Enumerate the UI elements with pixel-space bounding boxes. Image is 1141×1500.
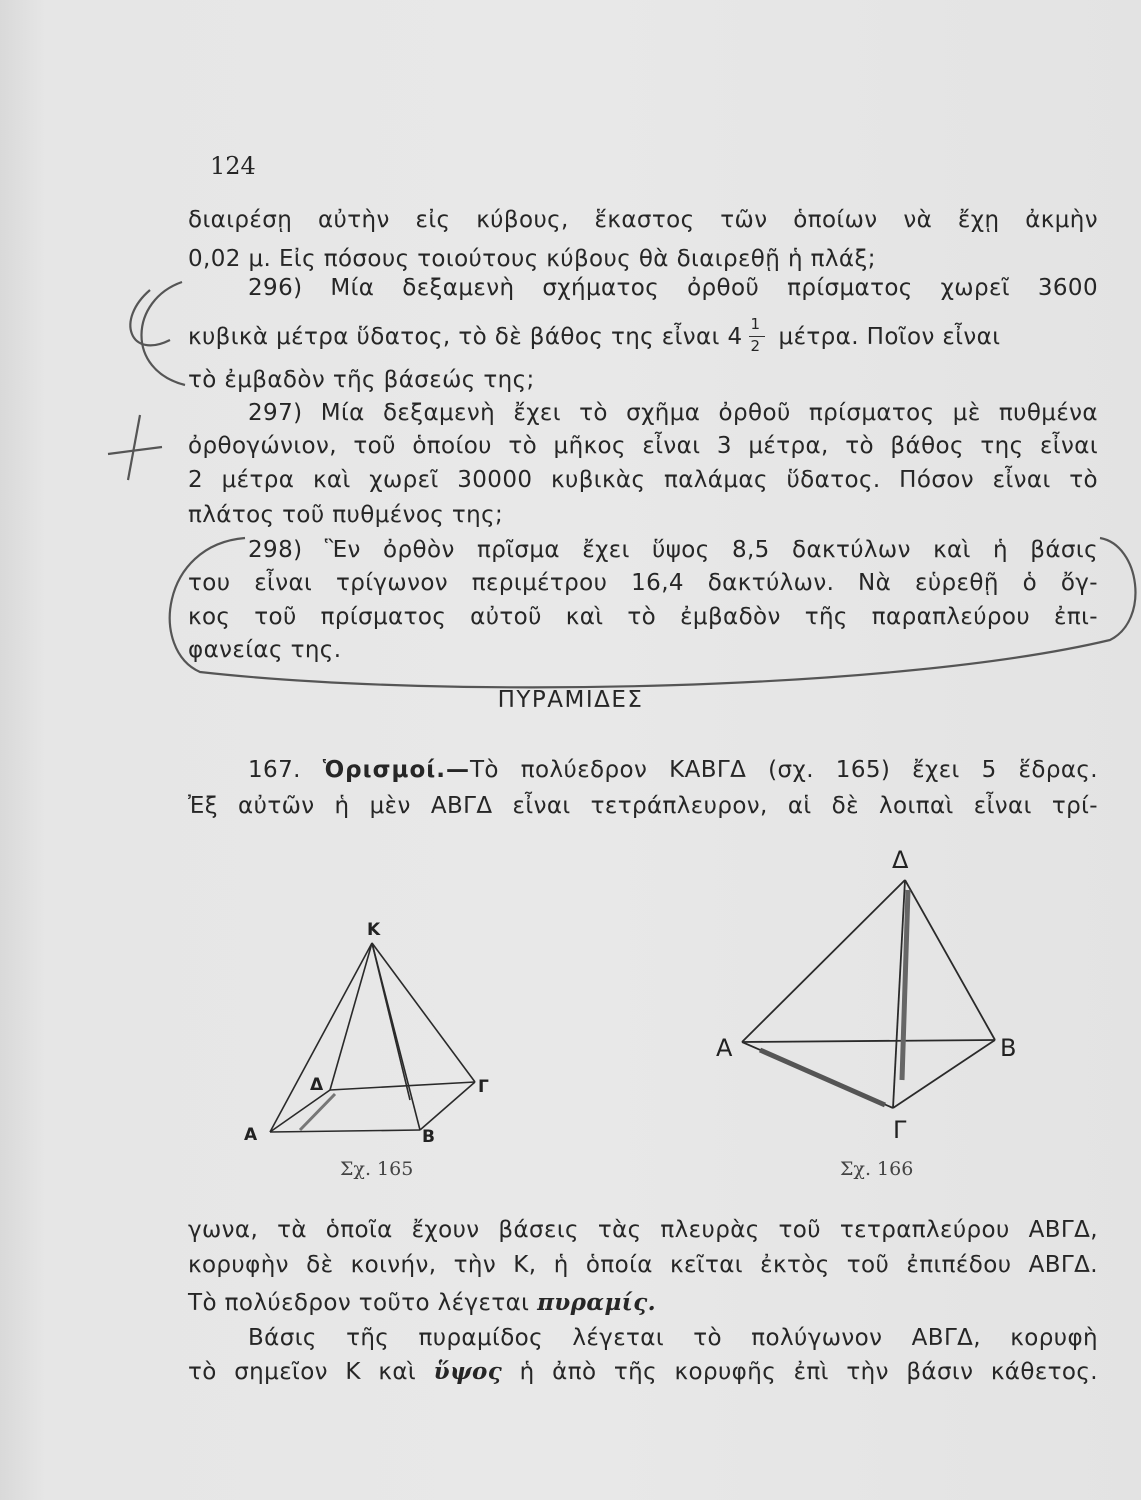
text-line-5: τὸ ἐμβαδὸν τῆς βάσεώς της; (188, 367, 535, 393)
fig166-caption: Σχ. 166 (840, 1158, 914, 1180)
text-line-13: φανείας της. (188, 637, 342, 663)
fig166-label-a: Α (716, 1034, 733, 1062)
pencil-loop (170, 538, 1136, 687)
lower-line-3 (188, 1288, 1098, 1318)
lower-line-5b: ἡ ἀπὸ τῆς κορυφῆς ἐπὶ τὴν βάσιν κάθετος. (519, 1359, 1099, 1385)
height-line (372, 943, 410, 1100)
problem-296: 296) Μία δεξαμενὴ σχήματος ὀρθοῦ πρίσματος χωρεῖ 3600 (248, 275, 1098, 301)
pencil-cross-v (128, 415, 140, 480)
text-line-12: κος τοῦ πρίσματος αὐτοῦ καὶ τὸ ἐμβαδὸν τῆς παραπλεύρου ἐπι- (188, 604, 1098, 630)
section-heading: ΠΥΡΑΜΙΔΕΣ (497, 687, 644, 713)
text-line-9: πλάτος τοῦ πυθμένος της; (188, 502, 504, 528)
fraction-numerator: 1 (750, 314, 761, 333)
edge-ka (270, 943, 372, 1132)
section-title: Ὁρισμοί.— (322, 757, 470, 783)
text-line-4a: κυβικὰ μέτρα ὕδατος, τὸ δὲ βάθος της εἶναι 4 (188, 324, 743, 350)
section-text: Τὸ πολύεδρον ΚΑΒΓΔ (σχ. 165) ἔχει 5 ἕδρας. (469, 757, 1099, 783)
text-line-4b: μέτρα. Ποῖον εἶναι (778, 324, 1001, 350)
edge-kd (330, 943, 372, 1090)
edge-gb (893, 1040, 995, 1108)
lower-line-2: κορυφὴν δὲ κοινήν, τὴν Κ, ἡ ὁποία κεῖται ἐκτὸς τοῦ ἐπιπέδου ΑΒΓΔ. (188, 1252, 1098, 1278)
edge-da (742, 880, 905, 1042)
pencil-curve-2 (130, 290, 170, 345)
edge-db (905, 880, 995, 1040)
lower-line-3-text: Τὸ πολύεδρον τοῦτο λέγεται (188, 1290, 530, 1316)
pencil-annotations (108, 282, 1135, 687)
figure-165 (270, 943, 475, 1132)
text-line-7: ὀρθογώνιον, τοῦ ὁποίου τὸ μῆκος εἶναι 3 μέτρα, τὸ βάθος της εἶναι (188, 433, 1098, 459)
problem-297: 297) Μία δεξαμενὴ ἔχει τὸ σχῆμα ὀρθοῦ πρίσματος μὲ πυθμένα (248, 400, 1098, 426)
fig165-label-a: Α (244, 1125, 258, 1145)
lower-line-4: Βάσις τῆς πυραμίδος λέγεται τὸ πολύγωνον ΑΒΓΔ, κορυφὴ (248, 1325, 1098, 1351)
lower-line-1: γωνα, τὰ ὁποῖα ἔχουν βάσεις τὰς πλευρὰς τοῦ τετραπλεύρου ΑΒΓΔ, (188, 1217, 1098, 1243)
edge-ad (270, 1090, 330, 1132)
fig165-label-d: Δ (310, 1075, 324, 1095)
fig166-label-b: Β (1000, 1034, 1017, 1062)
fig165-label-k: Κ (367, 920, 381, 940)
text-line-8: 2 μέτρα καὶ χωρεῖ 30000 κυβικὰς παλάμας ὕδατος. Πόσον εἶναι τὸ (188, 467, 1098, 493)
page-number: 124 (210, 152, 256, 180)
section-167-line-2: Ἐξ αὐτῶν ἡ μὲν ΑΒΓΔ εἶναι τετράπλευρον, αἱ δὲ λοιπαὶ εἶναι τρί- (188, 793, 1098, 819)
fig165-label-g: Γ (478, 1077, 489, 1097)
pencil-shade-ag (760, 1050, 885, 1105)
edge-kg (372, 943, 475, 1082)
edge-bg (420, 1082, 475, 1130)
term-height: ὕψος (433, 1358, 503, 1385)
text-line-1: διαιρέσῃ αὐτὴν εἰς κύβους, ἕκαστος τῶν ὁποίων νὰ ἔχῃ ἀκμὴν (188, 207, 1098, 233)
term-pyramid: πυραμίς. (537, 1289, 657, 1316)
pencil-curve (141, 282, 185, 385)
figure-166 (742, 880, 995, 1108)
fig165-caption: Σχ. 165 (340, 1158, 414, 1180)
edge-dg (330, 1082, 475, 1090)
fig166-label-g: Γ (893, 1116, 907, 1144)
fraction-denominator: 2 (750, 336, 761, 355)
fig165-label-b: Β (422, 1127, 435, 1147)
edge-ab (270, 1130, 420, 1132)
fig166-label-d: Δ (892, 846, 909, 874)
lower-line-5a: τὸ σημεῖον Κ καὶ (188, 1359, 417, 1385)
edge-ab (742, 1040, 995, 1042)
problem-298: 298) Ἓν ὀρθὸν πρῖσμα ἔχει ὕψος 8,5 δακτύλων καὶ ἡ βάσις (248, 537, 1098, 563)
section-number: 167. (248, 757, 301, 783)
text-line-2: 0,02 μ. Εἰς πόσους τοιούτους κύβους θὰ διαιρεθῇ ἡ πλάξ; (188, 246, 876, 272)
lower-line-5 (188, 1357, 1098, 1387)
text-line-11: του εἶναι τρίγωνον περιμέτρου 16,4 δακτύλων. Νὰ εὑρεθῇ ὁ ὄγ- (188, 570, 1098, 596)
